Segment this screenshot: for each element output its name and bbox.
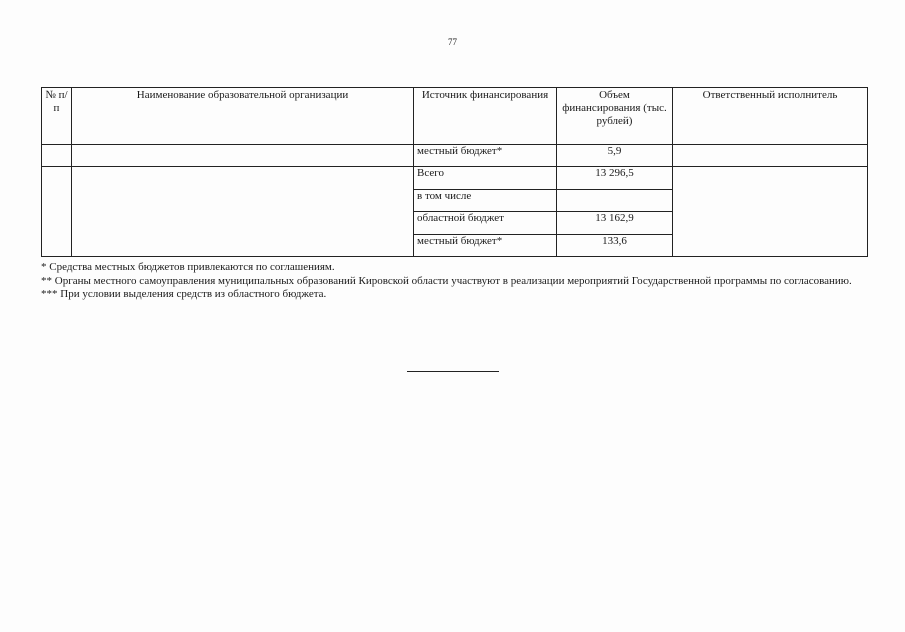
cell-number [42,167,72,257]
financing-table [41,87,868,257]
page-number: 77 [448,37,457,47]
cell-funding-source: Всего [414,167,557,190]
cell-funding-source: в том числе [414,190,557,212]
header-funding-volume: Объем финансирования (тыс. рублей) [557,88,673,145]
footnotes [41,261,867,302]
header-funding-source: Источник финансирования [414,88,557,145]
header-organization-name: Наименование образовательной организации [72,88,414,145]
closing-rule [407,371,499,372]
cell-funding-source: областной бюджет [414,212,557,235]
cell-funding-volume: 5,9 [557,145,673,167]
header-number: № п/п [42,88,72,145]
footnote-1: * Средства местных бюджетов привлекаются по соглашениям. [41,261,335,273]
table-row [42,167,868,190]
cell-responsible-executor [673,145,868,167]
cell-funding-volume: 13 162,9 [557,212,673,235]
cell-organization-name [72,145,414,167]
footnote-2: ** Органы местного самоуправления муниципальных образований Кировской области участвуют в реализации мероприятий Государственной программы по согласованию. [41,274,852,287]
cell-organization-name [72,167,414,257]
table-row [42,145,868,167]
table-header-row [42,88,868,145]
cell-funding-source: местный бюджет* [414,145,557,167]
cell-funding-volume [557,190,673,212]
cell-responsible-executor [673,167,868,257]
cell-funding-volume: 133,6 [557,235,673,257]
cell-funding-source: местный бюджет* [414,235,557,257]
cell-funding-volume: 13 296,5 [557,167,673,190]
cell-number [42,145,72,167]
header-responsible-executor: Ответственный исполнитель [673,88,868,145]
footnote-3: *** При условии выделения средств из областного бюджета. [41,288,327,300]
